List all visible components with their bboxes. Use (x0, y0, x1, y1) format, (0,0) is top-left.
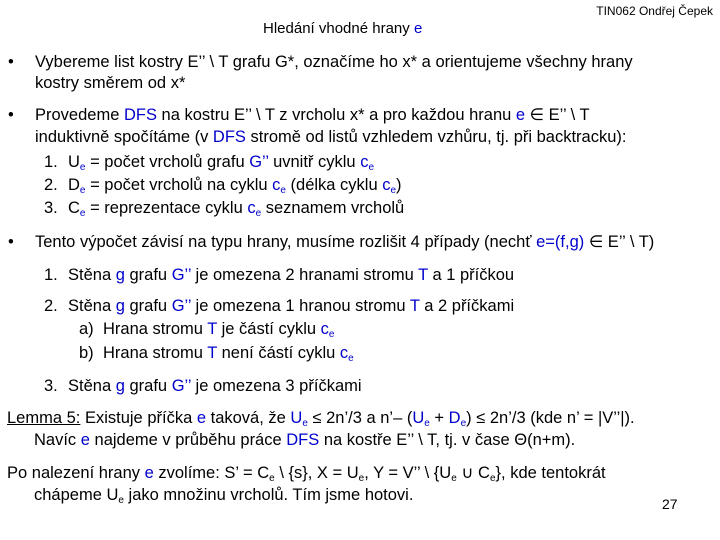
text: ) ≤ 2n’/3 (kde n’ = |V’’|). (466, 409, 635, 427)
text: = reprezentace cyklu (85, 199, 248, 217)
text: (délka cyklu (285, 176, 383, 194)
text: = počet vrcholů na cyklu (85, 176, 273, 194)
cycle-c: c (382, 176, 391, 194)
text: grafu (124, 266, 172, 284)
symbol: U (290, 409, 303, 427)
edge-e: e (80, 431, 90, 449)
text: uvnitř cyklu (268, 153, 361, 171)
bullet-2-line2 (35, 127, 626, 148)
header-author: TIN062 Ondřej Čepek (596, 4, 713, 18)
page-number: 27 (662, 496, 678, 512)
text: Stěna (68, 297, 116, 315)
case-2a (79, 319, 334, 340)
final-line1 (7, 463, 606, 484)
symbol: C (68, 199, 80, 217)
text: Tento výpočet závisí na typu hrany, musíme rozlišit 4 případy (nechť (35, 233, 537, 251)
text: ≤ 2n’/3 a n’– ( (307, 409, 413, 427)
text: je omezena 2 hranami stromu (190, 266, 419, 284)
subscript: e (79, 162, 86, 173)
subscript: e (424, 418, 430, 429)
lemma-line2 (34, 430, 575, 451)
graph-name: G’’ (249, 153, 269, 171)
graph-name: G’’ (171, 266, 191, 284)
item-number: b) (79, 344, 94, 362)
title-prefix: Hledání vhodné hrany (263, 20, 414, 37)
text: chápeme U (34, 486, 119, 504)
symbol: U (68, 153, 80, 171)
lemma-line1 (7, 408, 635, 429)
tree-t: T (207, 320, 218, 338)
bullet-dot: • (8, 106, 14, 124)
dfs-term: DFS (212, 128, 246, 146)
symbol: D (448, 409, 461, 427)
text: grafu (124, 377, 172, 395)
bullet-2-line1 (35, 105, 590, 126)
bullet-1-line1: Vybereme list kostry E’’ \ T grafu G*, označíme ho x* a orientujeme všechny hrany (35, 53, 633, 71)
tree-t: T (207, 344, 218, 362)
text: Stěna (68, 377, 116, 395)
text: Existuje příčka (80, 409, 197, 427)
text: najdeme v průběhu práce (89, 431, 287, 449)
text: ∈ E’’ \ T) (584, 233, 655, 251)
text: ∪ C (456, 464, 490, 482)
graph-name: G’’ (171, 377, 191, 395)
dfs-term: DFS (286, 431, 320, 449)
subscript: e (368, 162, 374, 173)
text: a 2 příčkami (419, 297, 515, 315)
text: + (429, 409, 449, 427)
text: }, kde tentokrát (495, 464, 606, 482)
text: Hrana stromu (103, 344, 208, 362)
text: a 1 příčkou (427, 266, 515, 284)
text: Stěna (68, 266, 116, 284)
face-g: g (115, 266, 125, 284)
item-number: a) (79, 320, 94, 338)
edge-e: e (144, 464, 154, 482)
item-number: 2. (44, 297, 58, 315)
edge-e: e (515, 106, 526, 124)
cycle-c: c (272, 176, 281, 194)
subscript: e (390, 185, 397, 196)
text: Hrana stromu (103, 320, 208, 338)
text: induktivně spočítáme (v (35, 128, 213, 146)
cycle-c: c (247, 199, 256, 217)
text: je omezena 1 hranou stromu (190, 297, 410, 315)
subscript: e (302, 418, 308, 429)
text: je omezena 3 příčkami (190, 377, 362, 395)
case-3 (44, 376, 362, 397)
subscript: e (328, 329, 335, 340)
item-number: 3. (44, 377, 58, 395)
list-item (44, 152, 374, 173)
face-g: g (115, 297, 125, 315)
bullet-1-line2: kostry směrem od x* (35, 74, 186, 92)
cycle-c: c (339, 344, 349, 362)
subscript: e (280, 185, 286, 196)
slide-title (263, 20, 422, 37)
text: ) (396, 176, 402, 194)
item-number: 1. (44, 266, 58, 284)
symbol: D (68, 176, 80, 194)
graph-name: G’’ (171, 297, 191, 315)
symbol: U (412, 409, 425, 427)
subscript: e (348, 353, 354, 364)
bullet-dot: • (8, 53, 14, 71)
bullet-dot: • (8, 233, 14, 251)
subscript: e (118, 495, 124, 506)
item-number: 2. (44, 176, 58, 194)
list-item (44, 175, 402, 196)
bullet-3-line (35, 232, 654, 253)
tree-t: T (418, 266, 428, 284)
text: jako množinu vrcholů. Tím jsme hotovi. (123, 486, 414, 504)
text: \ {s}, X = U (274, 464, 359, 482)
tree-t: T (409, 297, 420, 315)
cycle-c: c (320, 320, 329, 338)
subscript: e (79, 208, 86, 219)
subscript: e (460, 418, 467, 429)
text: je částí cyklu (217, 320, 321, 338)
subscript: e (255, 208, 262, 219)
text: není částí cyklu (217, 344, 340, 362)
text: na kostře E’’ \ T, tj. v čase Θ(n+m). (319, 431, 576, 449)
case-1 (44, 265, 514, 286)
text: Navíc (34, 431, 81, 449)
edge-e: e (196, 409, 207, 427)
text: Po nalezení hrany (7, 464, 145, 482)
case-2 (44, 296, 514, 317)
dfs-term: DFS (123, 106, 157, 124)
item-number: 3. (44, 199, 58, 217)
text: ∈ E’’ \ T (525, 106, 590, 124)
title-accent: e (413, 20, 423, 37)
subscript: e (451, 473, 457, 484)
case-2b (79, 343, 354, 364)
text: na kostru E’’ \ T z vrcholu x* a pro každou hranu (156, 106, 516, 124)
text: taková, že (206, 409, 291, 427)
subscript: e (358, 473, 365, 484)
item-number: 1. (44, 153, 58, 171)
text: grafu (124, 297, 172, 315)
text: , Y = V’’ \ {U (364, 464, 452, 482)
edge-def: e=(f,g) (536, 233, 585, 251)
subscript: e (269, 473, 275, 484)
lemma-label: Lemma 5: (7, 409, 81, 427)
list-item (44, 198, 404, 219)
cycle-c: c (360, 153, 369, 171)
face-g: g (115, 377, 125, 395)
text: zvolíme: S’ = C (153, 464, 270, 482)
final-line2 (34, 485, 413, 506)
text: = počet vrcholů grafu (85, 153, 250, 171)
text: stromě od listů vzhledem vzhůru, tj. při backtracku): (245, 128, 627, 146)
text: Provedeme (35, 106, 124, 124)
text: seznamem vrcholů (261, 199, 405, 217)
subscript: e (489, 473, 496, 484)
subscript: e (79, 185, 86, 196)
